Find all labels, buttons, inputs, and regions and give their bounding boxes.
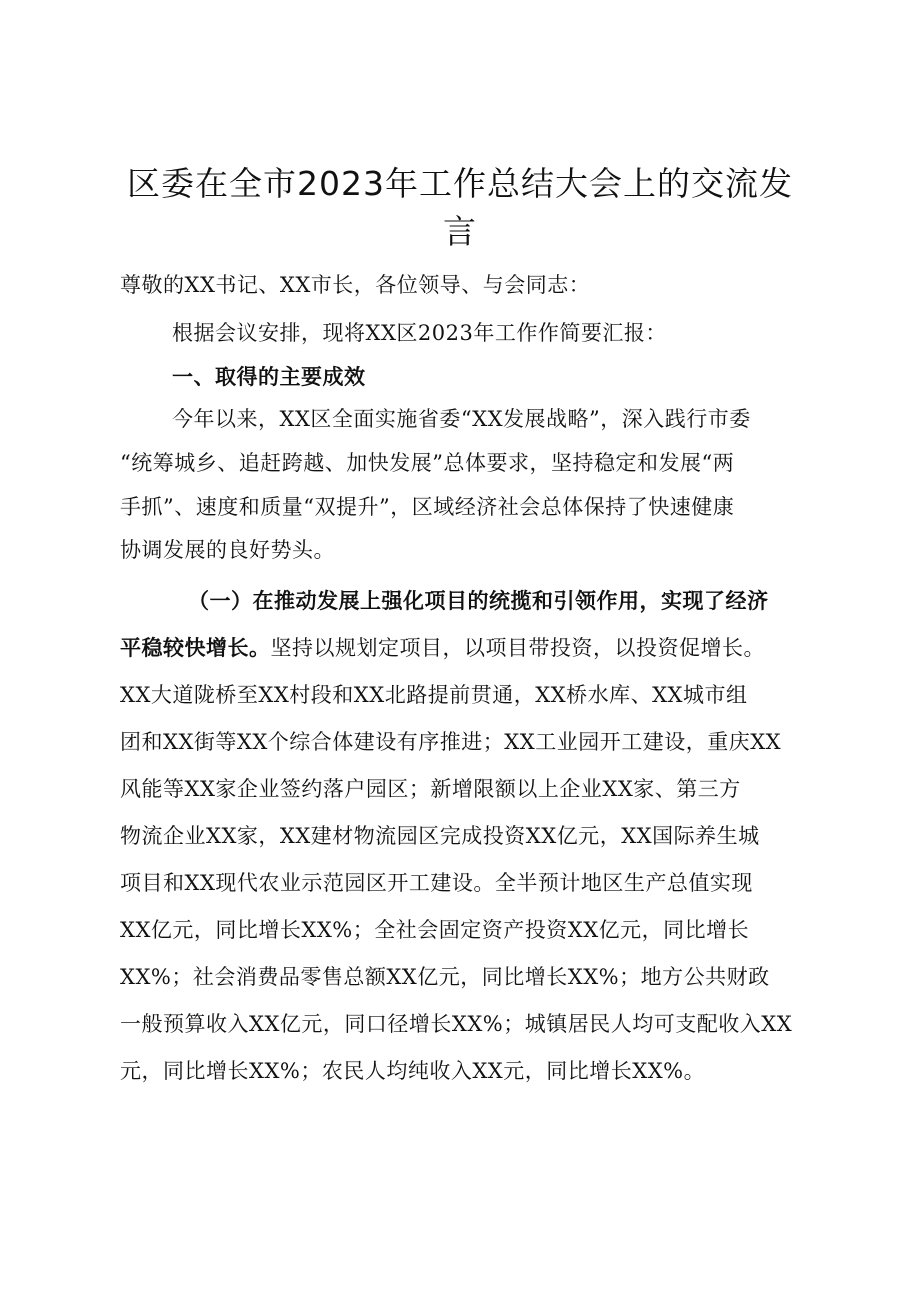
intro-line: 根据会议安排，现将XX区2023年工作作简要汇报： bbox=[172, 321, 667, 345]
section-heading: 一、取得的主要成效 bbox=[172, 365, 366, 389]
paragraph-line: 一般预算收入XX亿元，同口径增长XX%；城镇居民人均可支配收入XX bbox=[120, 1012, 793, 1036]
paragraph-line: XX%；社会消费品零售总额XX亿元，同比增长XX%；地方公共财政 bbox=[120, 965, 770, 989]
paragraph-line: 风能等XX家企业签约落户园区；新增限额以上企业XX家、第三方 bbox=[120, 777, 741, 801]
subsection-heading-line: （一）在推动发展上强化项目的统揽和引领作用，实现了经济 bbox=[188, 589, 769, 613]
paragraph-line: 项目和XX现代农业示范园区开工建设。全半预计地区生产总值实现 bbox=[120, 871, 753, 895]
paragraph-line: XX大道陇桥至XX村段和XX北路提前贯通，XX桥水库、XX城市组 bbox=[120, 683, 748, 707]
document-title-line1: 区委在全市2023年工作总结大会上的交流发 bbox=[127, 164, 793, 203]
document-title-line2: 言 bbox=[443, 212, 477, 251]
paragraph-text: 坚持以规划定项目，以项目带投资，以投资促增长。 bbox=[270, 636, 765, 660]
paragraph-line bbox=[120, 633, 820, 663]
subsection-heading-end: 平稳较快增长。 bbox=[120, 636, 271, 660]
paragraph-line: 团和XX街等XX个综合体建设有序推进；XX工业园开工建设，重庆XX bbox=[120, 730, 782, 754]
paragraph-line: “统筹城乡、追赶跨越、加快发展”总体要求，坚持稳定和发展“两 bbox=[120, 451, 735, 475]
greeting-line: 尊敬的XX书记、XX市长，各位领导、与会同志： bbox=[120, 273, 591, 297]
paragraph-line: 今年以来，XX区全面实施省委“XX发展战略”，深入践行市委 bbox=[172, 407, 751, 431]
paragraph-line: 协调发展的良好势头。 bbox=[120, 538, 335, 562]
paragraph-line: 元，同比增长XX%；农民人均纯收入XX元，同比增长XX%。 bbox=[120, 1059, 706, 1083]
paragraph-line: 手抓”、速度和质量“双提升”，区域经济社会总体保持了快速健康 bbox=[120, 495, 735, 519]
document-title bbox=[110, 160, 810, 256]
paragraph-line: XX亿元，同比增长XX%；全社会固定资产投资XX亿元，同比增长 bbox=[120, 918, 750, 942]
paragraph-line: 物流企业XX家，XX建材物流园区完成投资XX亿元，XX国际养生城 bbox=[120, 824, 760, 848]
